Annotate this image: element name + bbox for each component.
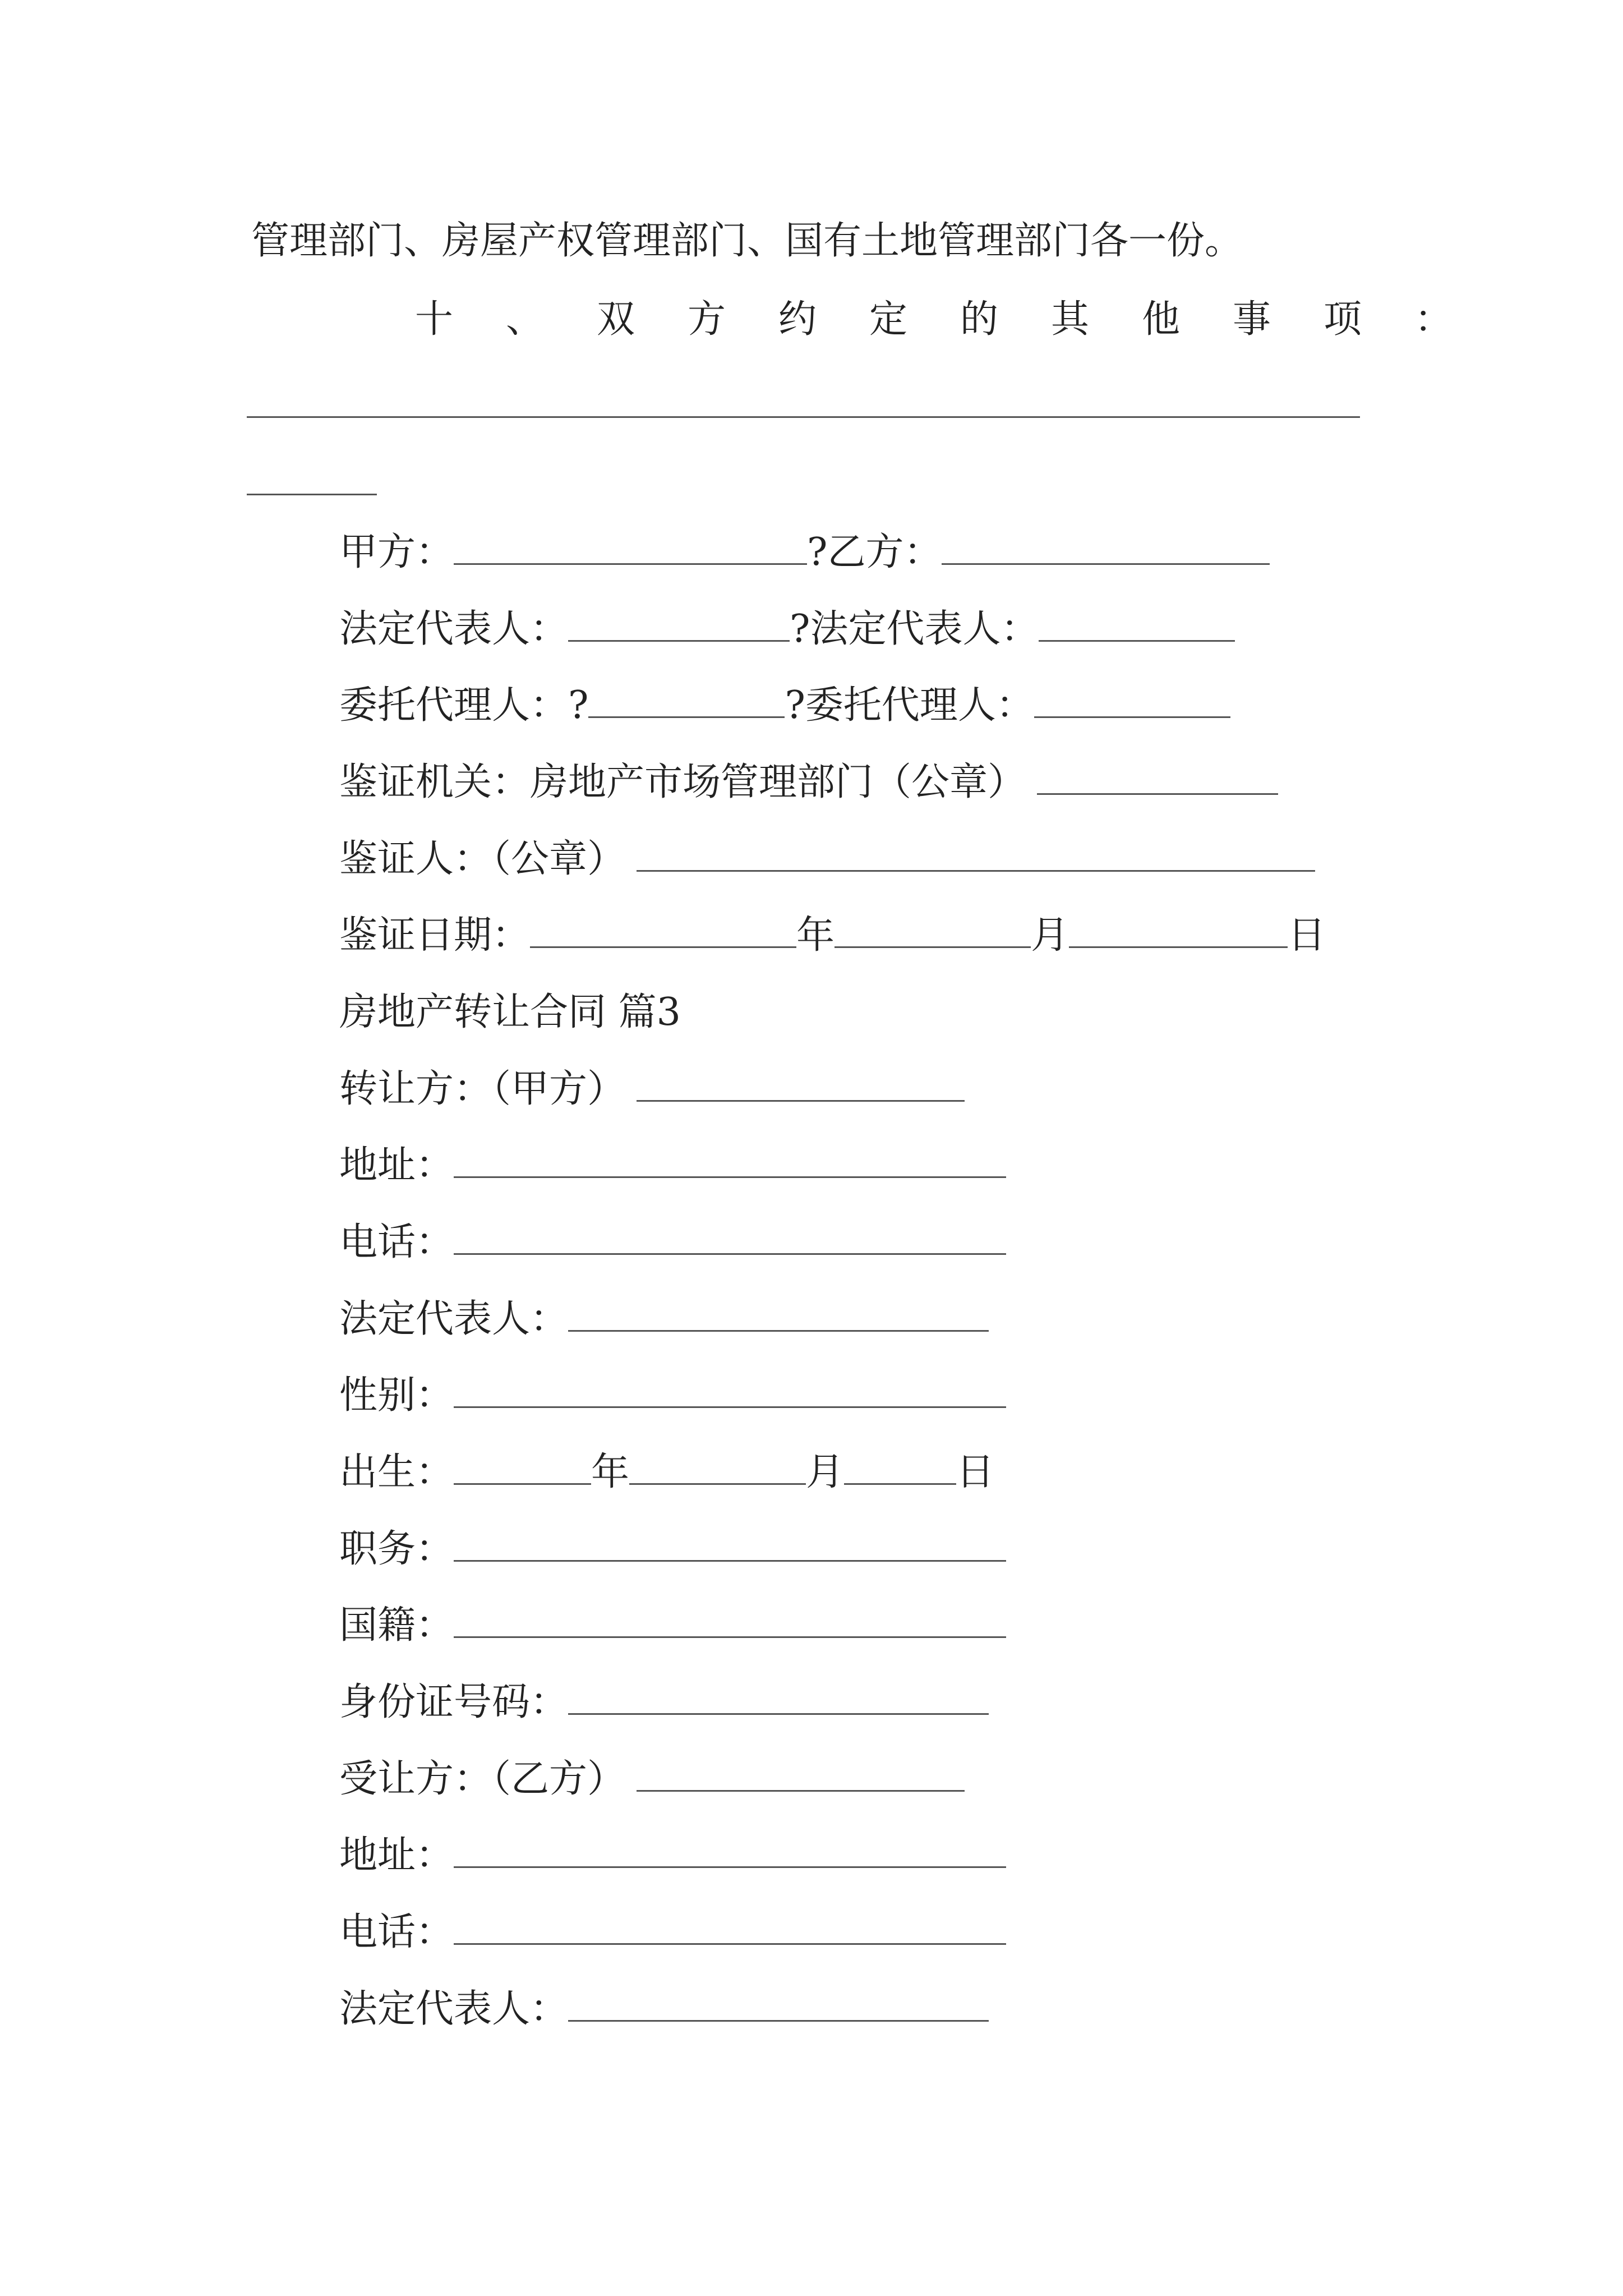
birth-label: 出生： <box>339 1450 454 1494</box>
address-blank-b[interactable] <box>454 1828 1006 1868</box>
gender-blank[interactable] <box>454 1368 1006 1408</box>
birth-day-blank[interactable] <box>844 1445 956 1485</box>
transferor-blank[interactable] <box>637 1062 965 1102</box>
party-b-label: ?乙方： <box>807 530 942 574</box>
date-label: 鉴证日期： <box>339 913 531 958</box>
address-row <box>339 1138 1006 1194</box>
id-number-blank[interactable] <box>568 1675 989 1715</box>
date-year-blank[interactable] <box>530 908 796 948</box>
agent-row <box>339 678 1230 734</box>
legal-rep-blank-b[interactable] <box>568 1982 989 2022</box>
birth-month-blank[interactable] <box>629 1445 806 1485</box>
phone-blank-b[interactable] <box>454 1905 1006 1945</box>
transferor-row <box>339 1061 965 1117</box>
gender-row <box>339 1368 1006 1424</box>
agent-b-label: ?委托代理人： <box>785 683 1034 728</box>
nationality-row <box>339 1598 1006 1654</box>
blank-line-other-matters <box>247 416 1360 418</box>
gender-label: 性别： <box>339 1373 454 1418</box>
date-month-blank[interactable] <box>834 908 1031 948</box>
legal-rep-row <box>339 601 1235 657</box>
birth-month-label: 月 <box>806 1450 845 1494</box>
date-month-label: 月 <box>1031 913 1069 958</box>
transferee-blank[interactable] <box>637 1752 965 1792</box>
blank-line-other-matters-cont <box>247 494 377 495</box>
party-a-blank[interactable] <box>454 525 807 565</box>
legal-rep-label: 法定代表人： <box>339 1297 569 1341</box>
contract-title: 房地产转让合同 篇3 <box>339 990 681 1034</box>
verifier-label: 鉴证人：（公章） <box>339 837 626 881</box>
agent-a-blank[interactable] <box>588 678 785 718</box>
address-label-b: 地址： <box>339 1833 454 1878</box>
legal-rep-blank[interactable] <box>568 1292 989 1332</box>
position-blank[interactable] <box>454 1522 1006 1562</box>
agent-a-label: 委托代理人：? <box>339 683 589 728</box>
party-row <box>339 524 1270 581</box>
legal-rep-row-a <box>339 1291 989 1347</box>
birth-year-blank[interactable] <box>454 1445 591 1485</box>
legal-rep-a-blank[interactable] <box>568 602 790 642</box>
authority-row <box>339 754 1278 811</box>
verifier-blank[interactable] <box>637 832 1315 872</box>
date-row <box>339 908 1326 964</box>
id-number-row <box>339 1674 989 1731</box>
birth-row <box>339 1444 994 1501</box>
phone-label: 电话： <box>339 1220 454 1264</box>
verifier-row <box>339 831 1315 887</box>
date-year-label: 年 <box>796 913 835 958</box>
phone-row <box>339 1214 1006 1271</box>
birth-year-label: 年 <box>591 1450 630 1494</box>
legal-rep-a-label: 法定代表人： <box>339 607 569 651</box>
phone-label-b: 电话： <box>339 1910 454 1954</box>
position-label: 职务： <box>339 1527 454 1571</box>
nationality-blank[interactable] <box>454 1598 1006 1638</box>
transferor-label: 转让方：（甲方） <box>339 1067 626 1111</box>
text-line-departments: 管理部门、房屋产权管理部门、国有土地管理部门各一份。 <box>251 219 1243 263</box>
address-label: 地址： <box>339 1143 454 1188</box>
authority-blank[interactable] <box>1037 755 1278 795</box>
phone-row-b <box>339 1904 1006 1961</box>
birth-day-label: 日 <box>956 1450 995 1494</box>
nationality-label: 国籍： <box>339 1603 454 1648</box>
address-blank[interactable] <box>454 1138 1006 1178</box>
legal-rep-b-blank[interactable] <box>1039 602 1235 642</box>
transferee-label: 受让方：（乙方） <box>339 1757 626 1801</box>
date-day-blank[interactable] <box>1069 908 1288 948</box>
id-number-label: 身份证号码： <box>339 1680 569 1724</box>
phone-blank[interactable] <box>454 1215 1006 1255</box>
date-day-label: 日 <box>1288 913 1326 958</box>
authority-label: 鉴证机关：房地产市场管理部门（公章） <box>339 760 1026 804</box>
address-row-b <box>339 1828 1006 1884</box>
position-row <box>339 1521 1006 1577</box>
transferee-row <box>339 1751 965 1807</box>
party-a-label: 甲方： <box>339 530 454 574</box>
party-b-blank[interactable] <box>942 525 1270 565</box>
section-ten-heading: 十、双方约定的其他事项： <box>415 297 1506 342</box>
legal-rep-b-label: ?法定代表人： <box>790 607 1039 651</box>
agent-b-blank[interactable] <box>1034 678 1230 718</box>
legal-rep-label-b: 法定代表人： <box>339 1987 569 2031</box>
legal-rep-row-b <box>339 1981 989 2037</box>
